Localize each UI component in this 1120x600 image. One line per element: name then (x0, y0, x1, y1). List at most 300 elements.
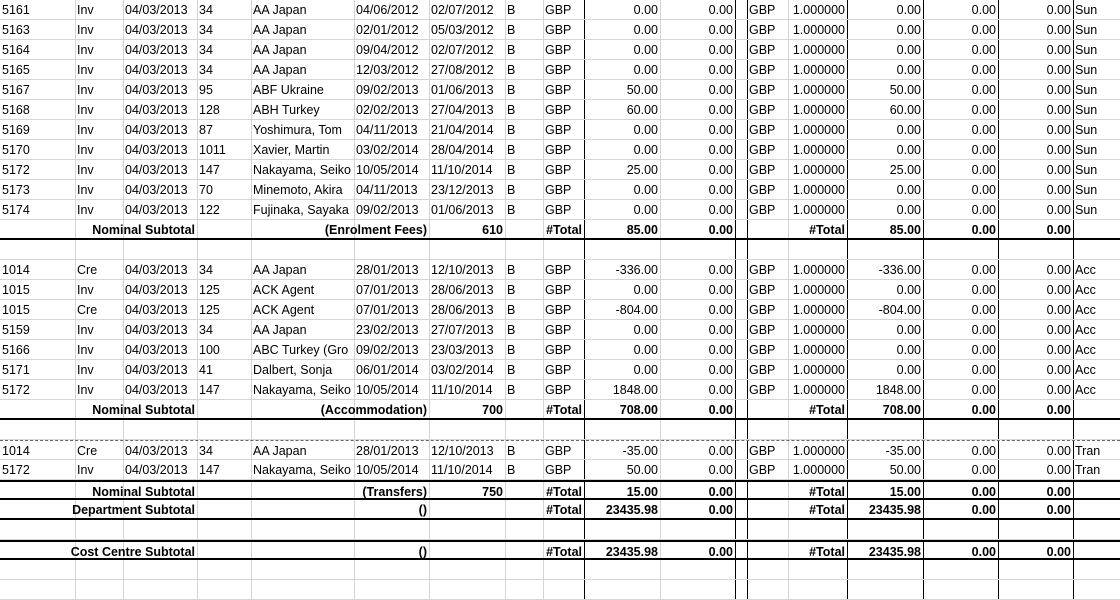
end-date-cell[interactable]: 05/03/2012 (431, 23, 494, 37)
name-cell[interactable]: Xavier, Martin (253, 143, 330, 157)
currency-cell[interactable]: GBP (545, 343, 572, 357)
date-cell[interactable]: 04/03/2013 (125, 283, 188, 297)
amount2-cell[interactable]: 0.00 (896, 143, 921, 157)
id-cell[interactable]: 5161 (2, 3, 30, 17)
currency2-cell[interactable]: GBP (749, 283, 776, 297)
doc-type-cell[interactable]: Inv (77, 383, 94, 397)
amount2-cell[interactable]: 1848.00 (875, 383, 921, 397)
id-cell[interactable]: 5163 (2, 23, 30, 37)
value3-cell[interactable]: 0.00 (1046, 363, 1071, 377)
id-cell[interactable]: 5172 (2, 463, 30, 477)
amount2-cell[interactable]: 0.00 (896, 23, 921, 37)
subtotal-amount[interactable]: 23435.98 (605, 545, 658, 559)
rate-cell[interactable]: 1.000000 (792, 143, 845, 157)
currency-cell[interactable]: GBP (545, 283, 572, 297)
id-cell[interactable]: 5159 (2, 323, 30, 337)
currency-cell[interactable]: GBP (545, 444, 572, 458)
doc-type-cell[interactable]: Inv (77, 183, 94, 197)
subtotal-value-3[interactable]: 0.00 (1046, 503, 1071, 517)
name-cell[interactable]: ACK Agent (253, 303, 315, 317)
tag-cell[interactable]: Sun (1075, 143, 1098, 157)
value-cell[interactable]: 0.00 (708, 123, 733, 137)
amount2-cell[interactable]: 0.00 (896, 183, 921, 197)
currency2-cell[interactable]: GBP (749, 23, 776, 37)
currency-cell[interactable]: GBP (545, 363, 572, 377)
name-cell[interactable]: AA Japan (253, 444, 307, 458)
currency-cell[interactable]: GBP (545, 163, 572, 177)
doc-type-cell[interactable]: Inv (77, 463, 94, 477)
flag-cell[interactable]: B (507, 63, 516, 77)
subtotal-total-label-2[interactable]: #Total (809, 403, 845, 417)
amount-cell[interactable]: 0.00 (633, 123, 658, 137)
subtotal-label[interactable]: Nominal Subtotal (92, 223, 195, 237)
subtotal-value-2[interactable]: 0.00 (971, 223, 996, 237)
currency2-cell[interactable]: GBP (749, 383, 776, 397)
end-date-cell[interactable]: 28/06/2013 (431, 303, 494, 317)
value2-cell[interactable]: 0.00 (971, 143, 996, 157)
value-cell[interactable]: 0.00 (708, 383, 733, 397)
value3-cell[interactable]: 0.00 (1046, 203, 1071, 217)
amount2-cell[interactable]: 0.00 (896, 203, 921, 217)
currency-cell[interactable]: GBP (545, 203, 572, 217)
tag-cell[interactable]: Sun (1075, 203, 1098, 217)
name-cell[interactable]: AA Japan (253, 263, 307, 277)
amount-cell[interactable]: 0.00 (633, 143, 658, 157)
value2-cell[interactable]: 0.00 (971, 63, 996, 77)
subtotal-code[interactable] (429, 542, 505, 562)
currency-cell[interactable]: GBP (545, 83, 572, 97)
amount-cell[interactable]: 60.00 (626, 103, 658, 117)
end-date-cell[interactable]: 27/08/2012 (431, 63, 494, 77)
subtotal-description[interactable]: (Enrolment Fees) (324, 223, 427, 237)
currency2-cell[interactable]: GBP (749, 444, 776, 458)
value-cell[interactable]: 0.00 (708, 203, 733, 217)
subtotal-value-3[interactable]: 0.00 (1046, 485, 1071, 499)
currency2-cell[interactable]: GBP (749, 203, 776, 217)
currency-cell[interactable]: GBP (545, 63, 572, 77)
tag-cell[interactable]: Sun (1075, 43, 1098, 57)
tag-cell[interactable]: Acc (1075, 263, 1096, 277)
name-cell[interactable]: Dalbert, Sonja (253, 363, 333, 377)
subtotal-total-label[interactable]: #Total (546, 223, 582, 237)
value-cell[interactable]: 0.00 (708, 444, 733, 458)
name-cell[interactable]: AA Japan (253, 63, 307, 77)
amount-cell[interactable]: -35.00 (622, 444, 658, 458)
end-date-cell[interactable]: 01/06/2013 (431, 83, 494, 97)
date-cell[interactable]: 04/03/2013 (125, 444, 188, 458)
currency-cell[interactable]: GBP (545, 303, 572, 317)
tag-cell[interactable]: Sun (1075, 123, 1098, 137)
tag-cell[interactable]: Sun (1075, 103, 1098, 117)
date-cell[interactable]: 04/03/2013 (125, 43, 188, 57)
subtotal-code[interactable] (429, 500, 505, 520)
account-cell[interactable]: 128 (199, 103, 220, 117)
value2-cell[interactable]: 0.00 (971, 343, 996, 357)
id-cell[interactable]: 1015 (2, 283, 30, 297)
end-date-cell[interactable]: 11/10/2014 (431, 163, 493, 177)
value-cell[interactable]: 0.00 (708, 163, 733, 177)
account-cell[interactable]: 147 (199, 383, 220, 397)
rate-cell[interactable]: 1.000000 (792, 463, 845, 477)
doc-type-cell[interactable]: Inv (77, 363, 94, 377)
value3-cell[interactable]: 0.00 (1046, 63, 1071, 77)
subtotal-label[interactable]: Cost Centre Subtotal (70, 545, 195, 559)
amount2-cell[interactable]: 50.00 (889, 83, 921, 97)
rate-cell[interactable]: 1.000000 (792, 263, 845, 277)
tag-cell[interactable]: Sun (1075, 183, 1098, 197)
doc-type-cell[interactable]: Inv (77, 43, 94, 57)
date-cell[interactable]: 04/03/2013 (125, 63, 188, 77)
value-cell[interactable]: 0.00 (708, 43, 733, 57)
account-cell[interactable]: 34 (199, 63, 213, 77)
account-cell[interactable]: 1011 (199, 143, 226, 157)
rate-cell[interactable]: 1.000000 (792, 83, 845, 97)
end-date-cell[interactable]: 23/12/2013 (431, 183, 494, 197)
value-cell[interactable]: 0.00 (708, 463, 733, 477)
subtotal-total-label-2[interactable]: #Total (809, 503, 845, 517)
tag-cell[interactable]: Tran (1075, 444, 1101, 458)
subtotal-value-2[interactable]: 0.00 (971, 545, 996, 559)
start-date-cell[interactable]: 28/01/2013 (356, 263, 419, 277)
end-date-cell[interactable]: 03/02/2014 (431, 363, 494, 377)
start-date-cell[interactable]: 07/01/2013 (356, 283, 419, 297)
value3-cell[interactable]: 0.00 (1046, 343, 1071, 357)
subtotal-value-3[interactable]: 0.00 (1046, 545, 1071, 559)
subtotal-description[interactable]: (Accommodation) (320, 403, 427, 417)
subtotal-value[interactable]: 0.00 (708, 485, 733, 499)
value2-cell[interactable]: 0.00 (971, 383, 996, 397)
tag-cell[interactable]: Sun (1075, 63, 1098, 77)
account-cell[interactable]: 34 (199, 444, 213, 458)
tag-cell[interactable]: Sun (1075, 163, 1098, 177)
tag-cell[interactable]: Sun (1075, 23, 1098, 37)
tag-cell[interactable]: Acc (1075, 363, 1096, 377)
doc-type-cell[interactable]: Inv (77, 283, 94, 297)
id-cell[interactable]: 1015 (2, 303, 30, 317)
amount2-cell[interactable]: 60.00 (889, 103, 921, 117)
subtotal-label[interactable]: Nominal Subtotal (92, 485, 195, 499)
currency-cell[interactable]: GBP (545, 123, 572, 137)
rate-cell[interactable]: 1.000000 (792, 283, 845, 297)
subtotal-value[interactable]: 0.00 (708, 503, 733, 517)
name-cell[interactable]: ABC Turkey (Gro (253, 343, 349, 357)
doc-type-cell[interactable]: Inv (77, 3, 94, 17)
tag-cell[interactable]: Acc (1075, 343, 1096, 357)
flag-cell[interactable]: B (507, 183, 516, 197)
id-cell[interactable]: 5173 (2, 183, 30, 197)
value2-cell[interactable]: 0.00 (971, 3, 996, 17)
currency-cell[interactable]: GBP (545, 323, 572, 337)
rate-cell[interactable]: 1.000000 (792, 363, 845, 377)
currency2-cell[interactable]: GBP (749, 363, 776, 377)
start-date-cell[interactable]: 09/02/2013 (356, 83, 419, 97)
value2-cell[interactable]: 0.00 (971, 103, 996, 117)
value3-cell[interactable]: 0.00 (1046, 143, 1071, 157)
id-cell[interactable]: 1014 (2, 444, 30, 458)
flag-cell[interactable]: B (507, 323, 516, 337)
doc-type-cell[interactable]: Inv (77, 163, 94, 177)
value2-cell[interactable]: 0.00 (971, 303, 996, 317)
subtotal-amount-2[interactable]: 23435.98 (868, 503, 921, 517)
date-cell[interactable]: 04/03/2013 (125, 203, 188, 217)
subtotal-amount-2[interactable]: 708.00 (882, 403, 921, 417)
date-cell[interactable]: 04/03/2013 (125, 263, 188, 277)
rate-cell[interactable]: 1.000000 (792, 63, 845, 77)
doc-type-cell[interactable]: Inv (77, 63, 94, 77)
currency2-cell[interactable]: GBP (749, 463, 776, 477)
subtotal-value[interactable]: 0.00 (708, 223, 733, 237)
start-date-cell[interactable]: 03/02/2014 (356, 143, 419, 157)
flag-cell[interactable]: B (507, 303, 516, 317)
tag-cell[interactable]: Acc (1075, 303, 1096, 317)
subtotal-total-label[interactable]: #Total (546, 403, 582, 417)
date-cell[interactable]: 04/03/2013 (125, 323, 188, 337)
name-cell[interactable]: ABF Ukraine (253, 83, 324, 97)
currency-cell[interactable]: GBP (545, 183, 572, 197)
id-cell[interactable]: 5164 (2, 43, 30, 57)
amount-cell[interactable]: -336.00 (615, 263, 658, 277)
amount2-cell[interactable]: 50.00 (889, 463, 921, 477)
flag-cell[interactable]: B (507, 283, 516, 297)
name-cell[interactable]: ACK Agent (253, 283, 315, 297)
flag-cell[interactable]: B (507, 444, 516, 458)
value2-cell[interactable]: 0.00 (971, 23, 996, 37)
flag-cell[interactable]: B (507, 383, 516, 397)
currency2-cell[interactable]: GBP (749, 123, 776, 137)
end-date-cell[interactable]: 02/07/2012 (431, 3, 494, 17)
value3-cell[interactable]: 0.00 (1046, 383, 1071, 397)
account-cell[interactable]: 34 (199, 3, 213, 17)
value-cell[interactable]: 0.00 (708, 343, 733, 357)
subtotal-label[interactable]: Department Subtotal (72, 503, 195, 517)
end-date-cell[interactable]: 12/10/2013 (431, 263, 494, 277)
rate-cell[interactable]: 1.000000 (792, 203, 845, 217)
value2-cell[interactable]: 0.00 (971, 83, 996, 97)
id-cell[interactable]: 1014 (2, 263, 30, 277)
amount-cell[interactable]: 50.00 (626, 463, 658, 477)
value3-cell[interactable]: 0.00 (1046, 303, 1071, 317)
amount-cell[interactable]: 50.00 (626, 83, 658, 97)
currency2-cell[interactable]: GBP (749, 183, 776, 197)
currency2-cell[interactable]: GBP (749, 163, 776, 177)
value-cell[interactable]: 0.00 (708, 323, 733, 337)
currency2-cell[interactable]: GBP (749, 3, 776, 17)
value3-cell[interactable]: 0.00 (1046, 444, 1071, 458)
value-cell[interactable]: 0.00 (708, 283, 733, 297)
tag-cell[interactable]: Acc (1075, 283, 1096, 297)
currency2-cell[interactable]: GBP (749, 103, 776, 117)
amount2-cell[interactable]: 0.00 (896, 283, 921, 297)
currency-cell[interactable]: GBP (545, 383, 572, 397)
amount-cell[interactable]: 25.00 (626, 163, 658, 177)
subtotal-total-label[interactable]: #Total (546, 503, 582, 517)
subtotal-value[interactable]: 0.00 (708, 403, 733, 417)
end-date-cell[interactable]: 12/10/2013 (431, 444, 494, 458)
account-cell[interactable]: 147 (199, 463, 220, 477)
name-cell[interactable]: Nakayama, Seiko (253, 463, 351, 477)
start-date-cell[interactable]: 10/05/2014 (356, 163, 419, 177)
value3-cell[interactable]: 0.00 (1046, 183, 1071, 197)
rate-cell[interactable]: 1.000000 (792, 123, 845, 137)
doc-type-cell[interactable]: Inv (77, 143, 94, 157)
end-date-cell[interactable]: 01/06/2013 (431, 203, 494, 217)
subtotal-value-2[interactable]: 0.00 (971, 503, 996, 517)
doc-type-cell[interactable]: Inv (77, 203, 94, 217)
amount-cell[interactable]: 0.00 (633, 183, 658, 197)
id-cell[interactable]: 5167 (2, 83, 30, 97)
account-cell[interactable]: 100 (199, 343, 220, 357)
name-cell[interactable]: Minemoto, Akira (253, 183, 343, 197)
start-date-cell[interactable]: 09/04/2012 (356, 43, 419, 57)
value2-cell[interactable]: 0.00 (971, 444, 996, 458)
account-cell[interactable]: 34 (199, 323, 213, 337)
start-date-cell[interactable]: 09/02/2013 (356, 203, 419, 217)
doc-type-cell[interactable]: Inv (77, 103, 94, 117)
value2-cell[interactable]: 0.00 (971, 183, 996, 197)
end-date-cell[interactable]: 23/03/2013 (431, 343, 494, 357)
value2-cell[interactable]: 0.00 (971, 463, 996, 477)
start-date-cell[interactable]: 04/11/2013 (356, 183, 418, 197)
account-cell[interactable]: 34 (199, 263, 213, 277)
subtotal-total-label[interactable]: #Total (546, 485, 582, 499)
value3-cell[interactable]: 0.00 (1046, 123, 1071, 137)
doc-type-cell[interactable]: Cre (77, 303, 98, 317)
date-cell[interactable]: 04/03/2013 (125, 103, 188, 117)
start-date-cell[interactable]: 06/01/2014 (356, 363, 419, 377)
date-cell[interactable]: 04/03/2013 (125, 343, 188, 357)
start-date-cell[interactable]: 04/06/2012 (356, 3, 419, 17)
account-cell[interactable]: 95 (199, 83, 213, 97)
flag-cell[interactable]: B (507, 363, 516, 377)
amount2-cell[interactable]: -35.00 (885, 444, 921, 458)
value3-cell[interactable]: 0.00 (1046, 43, 1071, 57)
doc-type-cell[interactable]: Inv (77, 83, 94, 97)
amount-cell[interactable]: 0.00 (633, 63, 658, 77)
currency2-cell[interactable]: GBP (749, 323, 776, 337)
subtotal-label[interactable]: Nominal Subtotal (92, 403, 195, 417)
rate-cell[interactable]: 1.000000 (792, 163, 845, 177)
date-cell[interactable]: 04/03/2013 (125, 463, 188, 477)
subtotal-description[interactable]: (Transfers) (362, 485, 427, 499)
currency2-cell[interactable]: GBP (749, 343, 776, 357)
account-cell[interactable]: 122 (199, 203, 220, 217)
amount-cell[interactable]: 0.00 (633, 43, 658, 57)
amount-cell[interactable]: 0.00 (633, 323, 658, 337)
flag-cell[interactable]: B (507, 23, 516, 37)
value-cell[interactable]: 0.00 (708, 183, 733, 197)
name-cell[interactable]: Yoshimura, Tom (253, 123, 342, 137)
currency-cell[interactable]: GBP (545, 103, 572, 117)
tag-cell[interactable]: Acc (1075, 323, 1096, 337)
value-cell[interactable]: 0.00 (708, 103, 733, 117)
value-cell[interactable]: 0.00 (708, 143, 733, 157)
start-date-cell[interactable]: 10/05/2014 (356, 463, 419, 477)
tag-cell[interactable]: Sun (1075, 83, 1098, 97)
value3-cell[interactable]: 0.00 (1046, 83, 1071, 97)
account-cell[interactable]: 87 (199, 123, 213, 137)
value-cell[interactable]: 0.00 (708, 63, 733, 77)
id-cell[interactable]: 5171 (2, 363, 30, 377)
end-date-cell[interactable]: 11/10/2014 (431, 383, 493, 397)
value2-cell[interactable]: 0.00 (971, 323, 996, 337)
amount2-cell[interactable]: 0.00 (896, 123, 921, 137)
id-cell[interactable]: 5172 (2, 163, 30, 177)
account-cell[interactable]: 147 (199, 163, 220, 177)
subtotal-code[interactable]: 750 (482, 485, 503, 499)
end-date-cell[interactable]: 27/04/2013 (431, 103, 494, 117)
amount-cell[interactable]: -804.00 (615, 303, 658, 317)
amount2-cell[interactable]: -804.00 (878, 303, 921, 317)
value-cell[interactable]: 0.00 (708, 363, 733, 377)
currency2-cell[interactable]: GBP (749, 63, 776, 77)
amount-cell[interactable]: 0.00 (633, 3, 658, 17)
subtotal-value-2[interactable]: 0.00 (971, 485, 996, 499)
value2-cell[interactable]: 0.00 (971, 43, 996, 57)
start-date-cell[interactable]: 04/11/2013 (356, 123, 418, 137)
amount2-cell[interactable]: 0.00 (896, 323, 921, 337)
flag-cell[interactable]: B (507, 103, 516, 117)
rate-cell[interactable]: 1.000000 (792, 383, 845, 397)
name-cell[interactable]: AA Japan (253, 43, 307, 57)
name-cell[interactable]: Nakayama, Seiko (253, 383, 351, 397)
subtotal-amount-2[interactable]: 15.00 (889, 485, 921, 499)
end-date-cell[interactable]: 27/07/2013 (431, 323, 494, 337)
name-cell[interactable]: AA Japan (253, 323, 307, 337)
subtotal-description[interactable]: () (418, 545, 427, 559)
value2-cell[interactable]: 0.00 (971, 263, 996, 277)
subtotal-amount-2[interactable]: 23435.98 (868, 545, 921, 559)
value-cell[interactable]: 0.00 (708, 3, 733, 17)
date-cell[interactable]: 04/03/2013 (125, 363, 188, 377)
id-cell[interactable]: 5166 (2, 343, 30, 357)
end-date-cell[interactable]: 11/10/2014 (431, 463, 493, 477)
amount2-cell[interactable]: 0.00 (896, 363, 921, 377)
subtotal-value[interactable]: 0.00 (708, 545, 733, 559)
flag-cell[interactable]: B (507, 143, 516, 157)
flag-cell[interactable]: B (507, 83, 516, 97)
value3-cell[interactable]: 0.00 (1046, 23, 1071, 37)
start-date-cell[interactable]: 10/05/2014 (356, 383, 419, 397)
rate-cell[interactable]: 1.000000 (792, 183, 845, 197)
account-cell[interactable]: 34 (199, 43, 213, 57)
start-date-cell[interactable]: 12/03/2012 (356, 63, 419, 77)
subtotal-amount[interactable]: 23435.98 (605, 503, 658, 517)
account-cell[interactable]: 125 (199, 303, 220, 317)
date-cell[interactable]: 04/03/2013 (125, 163, 188, 177)
date-cell[interactable]: 04/03/2013 (125, 123, 188, 137)
date-cell[interactable]: 04/03/2013 (125, 303, 188, 317)
value3-cell[interactable]: 0.00 (1046, 323, 1071, 337)
date-cell[interactable]: 04/03/2013 (125, 383, 188, 397)
amount2-cell[interactable]: 0.00 (896, 3, 921, 17)
subtotal-value-3[interactable]: 0.00 (1046, 403, 1071, 417)
currency-cell[interactable]: GBP (545, 463, 572, 477)
currency2-cell[interactable]: GBP (749, 83, 776, 97)
rate-cell[interactable]: 1.000000 (792, 323, 845, 337)
amount2-cell[interactable]: 0.00 (896, 343, 921, 357)
date-cell[interactable]: 04/03/2013 (125, 83, 188, 97)
start-date-cell[interactable]: 09/02/2013 (356, 343, 419, 357)
start-date-cell[interactable]: 28/01/2013 (356, 444, 419, 458)
end-date-cell[interactable]: 28/06/2013 (431, 283, 494, 297)
subtotal-total-label[interactable]: #Total (546, 545, 582, 559)
amount2-cell[interactable]: -336.00 (878, 263, 921, 277)
currency2-cell[interactable]: GBP (749, 43, 776, 57)
start-date-cell[interactable]: 02/02/2013 (356, 103, 419, 117)
value-cell[interactable]: 0.00 (708, 23, 733, 37)
tag-cell[interactable]: Acc (1075, 383, 1096, 397)
id-cell[interactable]: 5170 (2, 143, 30, 157)
